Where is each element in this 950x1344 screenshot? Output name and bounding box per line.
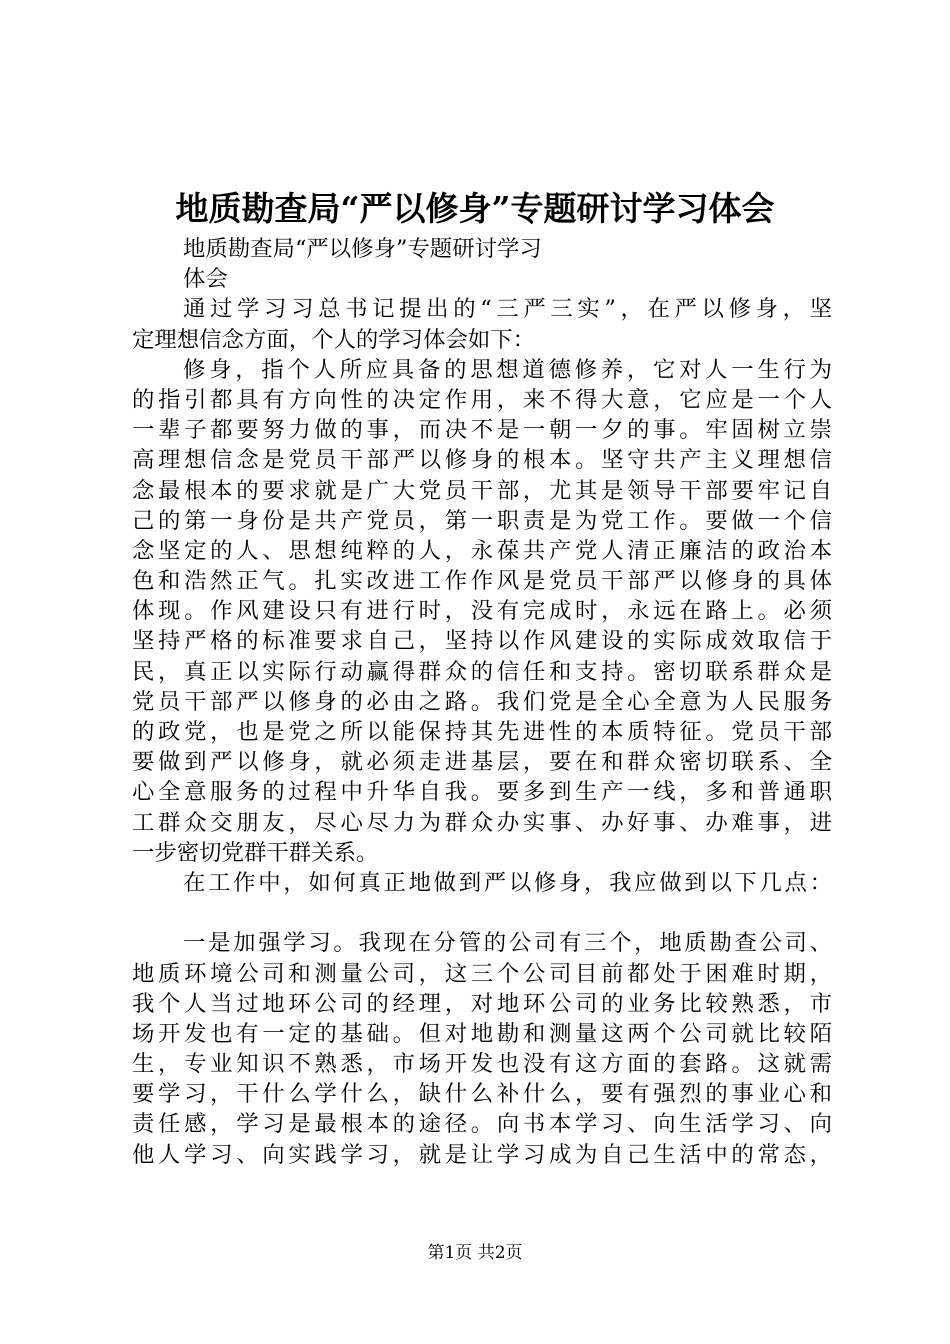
paragraph-line: 工群众交朋友，尽心尽力为群众办实事、办好事、办难事，进 bbox=[132, 809, 832, 836]
page-number: 第1页 共2页 bbox=[427, 1243, 523, 1263]
paragraph-line: 一步密切党群干群关系。 bbox=[132, 839, 379, 866]
paragraph-line: 通过学习习总书记提出的“三严三实”，在严以修身，坚 bbox=[183, 296, 832, 323]
document-body bbox=[132, 234, 832, 1170]
paragraph-line: 定理想信念方面，个人的学习体会如下： bbox=[132, 326, 536, 353]
paragraph-line: 地质环境公司和测量公司，这三个公司目前都处于困难时期， bbox=[132, 960, 832, 987]
paragraph-line: 场开发也有一定的基础。但对地勘和测量这两个公司就比较陌 bbox=[132, 1020, 832, 1047]
subtitle-line: 体会 bbox=[183, 266, 228, 293]
paragraph-line: 生，专业知识不熟悉，市场开发也没有这方面的套路。这就需 bbox=[132, 1051, 832, 1078]
paragraph-line: 的政党，也是党之所以能保持其先进性的本质特征。党员干部 bbox=[132, 719, 832, 745]
paragraph-line: 的指引都具有方向性的决定作用，来不得大意，它应是一个人 bbox=[132, 386, 832, 413]
paragraph-line: 心全意服务的过程中升华自我。要多到生产一线，多和普通职 bbox=[132, 779, 832, 806]
document-title: 地质勘查局“严以修身”专题研讨学习体会 bbox=[175, 189, 775, 228]
paragraph-line: 他人学习、向实践学习，就是让学习成为自己生活中的常态， bbox=[132, 1141, 832, 1168]
paragraph-line: 己的第一身份是共产党员，第一职责是为党工作。要做一个信 bbox=[132, 507, 832, 534]
paragraph-line: 在工作中，如何真正地做到严以修身，我应做到以下几点： bbox=[183, 869, 832, 896]
paragraph-line: 坚持严格的标准要求自己，坚持以作风建设的实际成效取信于 bbox=[132, 628, 832, 655]
paragraph-line: 民，真正以实际行动赢得群众的信任和支持。密切联系群众是 bbox=[132, 658, 832, 685]
paragraph-line: 修身，指个人所应具备的思想道德修养，它对人一生行为 bbox=[183, 356, 832, 383]
paragraph-line: 我个人当过地环公司的经理，对地环公司的业务比较熟悉，市 bbox=[132, 990, 832, 1017]
paragraph-line: 责任感，学习是最根本的途径。向书本学习、向生活学习、向 bbox=[132, 1111, 832, 1138]
paragraph-line: 高理想信念是党员干部严以修身的根本。坚守共产主义理想信 bbox=[132, 447, 832, 474]
paragraph-line: 念坚定的人、思想纯粹的人，永葆共产党人清正廉洁的政治本 bbox=[132, 537, 832, 564]
paragraph-line: 一辈子都要努力做的事，而决不是一朝一夕的事。牢固树立崇 bbox=[132, 417, 832, 444]
subtitle-line: 地质勘查局“严以修身”专题研讨学习 bbox=[183, 236, 542, 262]
paragraph-line: 念最根本的要求就是广大党员干部，尤其是领导干部要牢记自 bbox=[132, 477, 832, 504]
paragraph-line: 一是加强学习。我现在分管的公司有三个，地质勘查公司、 bbox=[183, 930, 832, 957]
paragraph-line: 体现。作风建设只有进行时，没有完成时，永远在路上。必须 bbox=[132, 598, 832, 625]
blank-line bbox=[132, 898, 832, 928]
paragraph-line: 要做到严以修身，就必须走进基层，要在和群众密切联系、全 bbox=[132, 749, 832, 776]
paragraph-line: 色和浩然正气。扎实改进工作作风是党员干部严以修身的具体 bbox=[132, 568, 832, 595]
paragraph-line: 党员干部严以修身的必由之路。我们党是全心全意为人民服务 bbox=[132, 688, 832, 715]
paragraph-line: 要学习，干什么学什么，缺什么补什么，要有强烈的事业心和 bbox=[132, 1081, 832, 1108]
